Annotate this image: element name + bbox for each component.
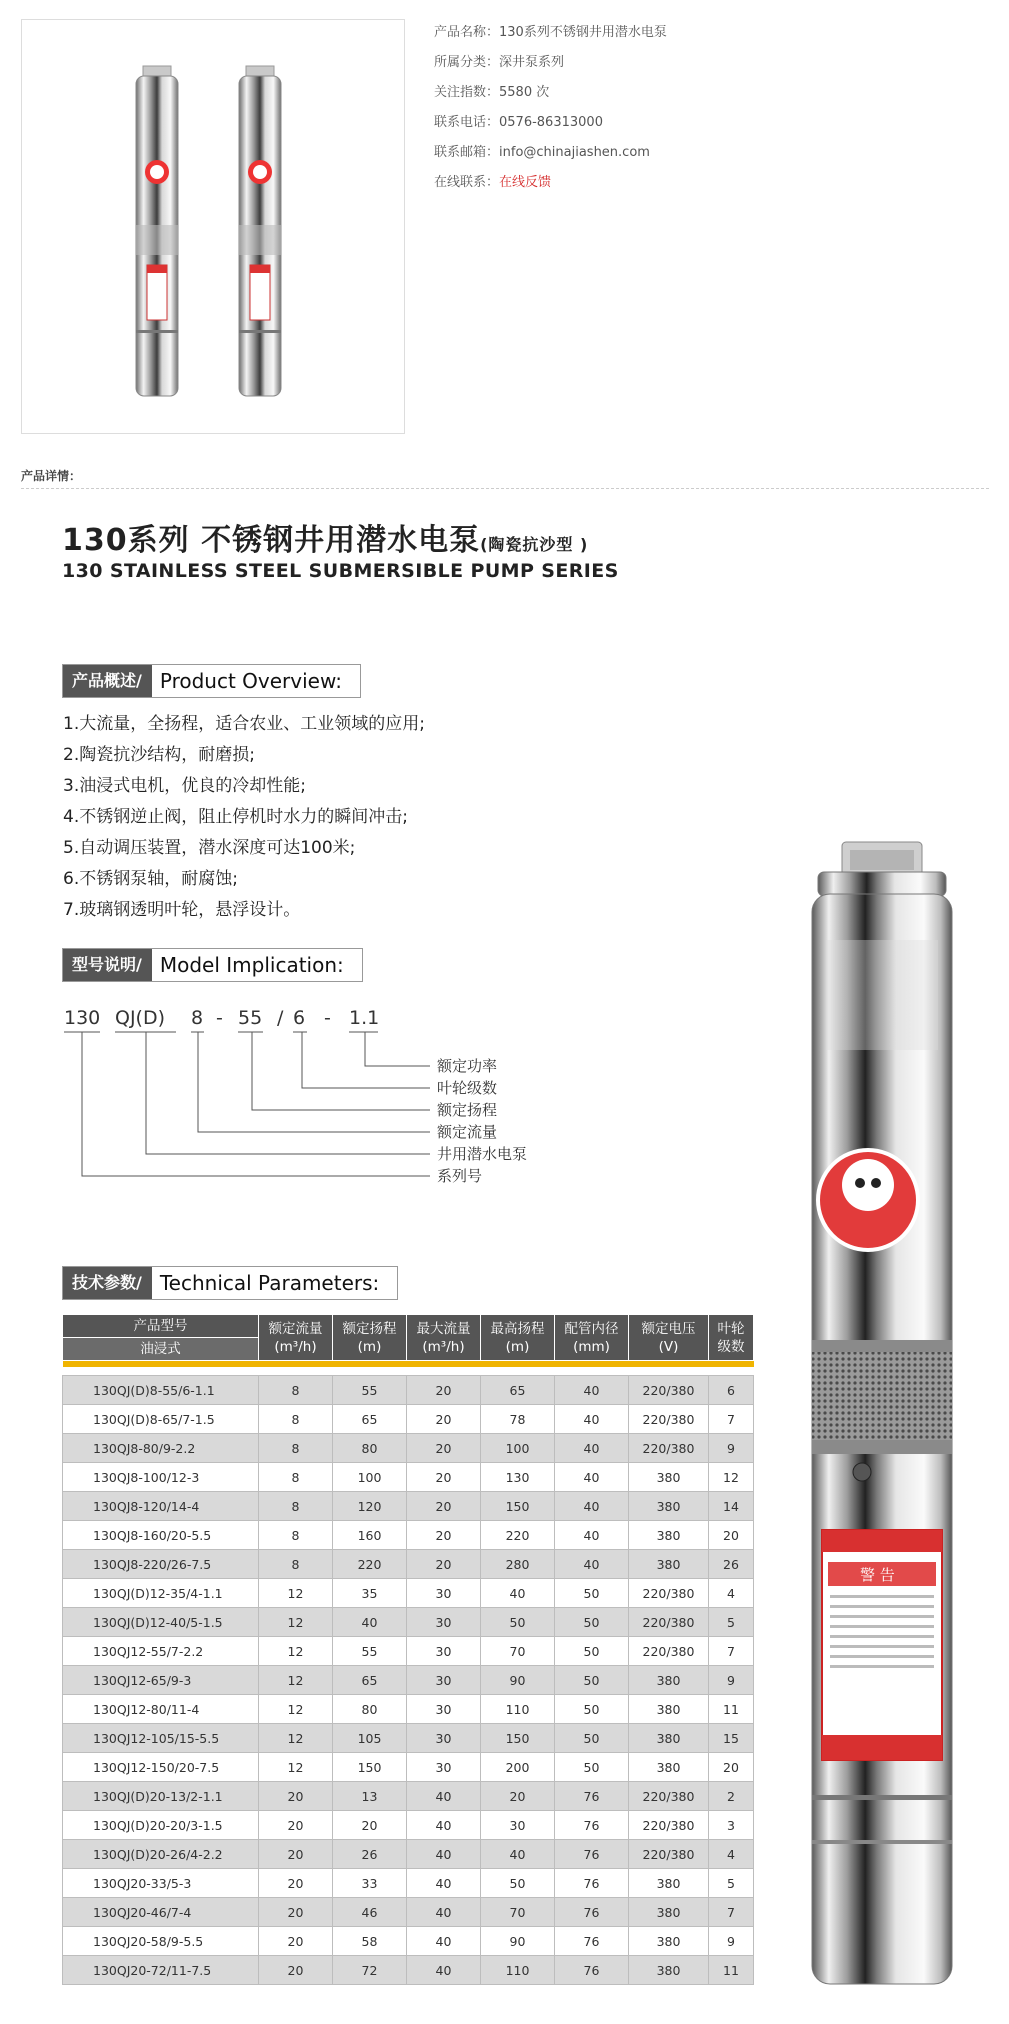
table-cell: 30 — [407, 1666, 481, 1695]
table-cell: 9 — [709, 1666, 754, 1695]
code-series: 130 — [64, 1007, 101, 1029]
table-cell: 40 — [555, 1405, 629, 1434]
table-cell: 6 — [709, 1376, 754, 1405]
table-cell: 380 — [629, 1463, 709, 1492]
product-phone-row: 联系电话：0576-86313000 — [434, 115, 603, 130]
table-row — [63, 1579, 754, 1608]
table-cell: 100 — [333, 1463, 407, 1492]
table-cell: 12 — [259, 1695, 333, 1724]
product-thumbnail[interactable] — [21, 19, 405, 434]
table-cell: 130QJ12-150/20-7.5 — [63, 1753, 259, 1782]
table-cell: 220/380 — [629, 1434, 709, 1463]
table-cell: 20 — [333, 1811, 407, 1840]
table-cell: 130QJ8-120/14-4 — [63, 1492, 259, 1521]
pump-thumbnail-image — [22, 20, 406, 435]
table-row — [63, 1869, 754, 1898]
list-item: 1.大流量，全扬程，适合农业、工业领域的应用; — [63, 714, 425, 734]
table-cell: 380 — [629, 1753, 709, 1782]
table-cell: 12 — [709, 1463, 754, 1492]
table-cell: 380 — [629, 1927, 709, 1956]
table-cell: 130QJ8-160/20-5.5 — [63, 1521, 259, 1550]
legend-type: 井用潜水电泵 — [437, 1145, 528, 1163]
table-cell: 220 — [481, 1521, 555, 1550]
table-cell: 14 — [709, 1492, 754, 1521]
list-item: 4.不锈钢逆止阀，阻止停机时水力的瞬间冲击; — [63, 807, 408, 827]
code-head: 55 — [238, 1007, 263, 1029]
table-cell: 30 — [407, 1753, 481, 1782]
table-cell: 220/380 — [629, 1637, 709, 1666]
table-cell: 8 — [259, 1463, 333, 1492]
table-cell: 130QJ8-220/26-7.5 — [63, 1550, 259, 1579]
table-cell: 76 — [555, 1840, 629, 1869]
table-cell: 40 — [407, 1869, 481, 1898]
table-cell: 20 — [481, 1782, 555, 1811]
warning-label: 警 告 — [860, 1566, 895, 1584]
table-cell: 380 — [629, 1898, 709, 1927]
table-cell: 220/380 — [629, 1608, 709, 1637]
table-cell: 76 — [555, 1811, 629, 1840]
table-cell: 20 — [407, 1463, 481, 1492]
model-heading: 型号说明/ Model Implication: — [62, 948, 363, 982]
table-cell: 220/380 — [629, 1376, 709, 1405]
table-cell: 380 — [629, 1724, 709, 1753]
col-head: 额定扬程 (m) — [333, 1315, 407, 1361]
table-cell: 130 — [481, 1463, 555, 1492]
table-cell: 50 — [555, 1579, 629, 1608]
page-title-cn: 130系列 不锈钢井用潜水电泵(陶瓷抗沙型 ) — [62, 523, 589, 558]
table-cell: 40 — [481, 1579, 555, 1608]
table-cell: 220/380 — [629, 1405, 709, 1434]
table-cell: 130QJ(D)20-20/3-1.5 — [63, 1811, 259, 1840]
table-cell: 130QJ8-80/9-2.2 — [63, 1434, 259, 1463]
table-cell: 130QJ20-58/9-5.5 — [63, 1927, 259, 1956]
product-name-row: 产品名称：130系列不锈钢井用潜水电泵 — [434, 25, 667, 40]
table-row — [63, 1550, 754, 1579]
table-cell: 20 — [259, 1898, 333, 1927]
table-cell: 380 — [629, 1869, 709, 1898]
overview-heading: 产品概述/ Product Overview: — [62, 664, 361, 698]
table-row — [63, 1927, 754, 1956]
table-cell: 20 — [259, 1840, 333, 1869]
table-cell: 7 — [709, 1405, 754, 1434]
col-pipe: 配管内径 (mm) — [555, 1315, 629, 1361]
table-cell: 110 — [481, 1956, 555, 1985]
table-cell: 220 — [333, 1550, 407, 1579]
table-cell: 220/380 — [629, 1811, 709, 1840]
pump-right-small — [239, 66, 281, 396]
col-max-head: 最高扬程 (m) — [481, 1315, 555, 1361]
page-title-en: 130 STAINLESS STEEL SUBMERSIBLE PUMP SERIES — [62, 560, 619, 582]
legend-head: 额定扬程 — [437, 1101, 498, 1119]
table-cell: 130QJ12-105/15-5.5 — [63, 1724, 259, 1753]
table-cell: 70 — [481, 1898, 555, 1927]
table-cell: 120 — [333, 1492, 407, 1521]
table-cell: 12 — [259, 1637, 333, 1666]
table-cell: 40 — [407, 1782, 481, 1811]
product-views-row: 关注指数：5580 次 — [434, 85, 550, 100]
table-cell: 11 — [709, 1956, 754, 1985]
table-cell: 160 — [333, 1521, 407, 1550]
table-cell: 76 — [555, 1956, 629, 1985]
product-detail-label: 产品详情： — [21, 469, 82, 483]
code-slash: / — [277, 1007, 284, 1029]
table-row — [63, 1492, 754, 1521]
table-cell: 220/380 — [629, 1579, 709, 1608]
col-max-flow: 最大流量 (m³/h) — [407, 1315, 481, 1361]
table-cell: 80 — [333, 1434, 407, 1463]
table-cell: 40 — [555, 1521, 629, 1550]
table-cell: 130QJ(D)20-13/2-1.1 — [63, 1782, 259, 1811]
table-cell: 130QJ12-80/11-4 — [63, 1695, 259, 1724]
table-cell: 65 — [333, 1666, 407, 1695]
code-power: 1.1 — [349, 1007, 380, 1029]
table-cell: 40 — [555, 1376, 629, 1405]
legend-stages: 叶轮级数 — [437, 1079, 498, 1097]
table-cell: 105 — [333, 1724, 407, 1753]
table-cell: 26 — [709, 1550, 754, 1579]
table-cell: 40 — [481, 1840, 555, 1869]
category-link[interactable]: 深井泵系列 — [499, 55, 565, 70]
table-cell: 55 — [333, 1376, 407, 1405]
table-cell: 9 — [709, 1434, 754, 1463]
table-cell: 50 — [555, 1666, 629, 1695]
code-dash: - — [216, 1007, 223, 1029]
table-cell: 50 — [555, 1724, 629, 1753]
table-cell: 12 — [259, 1724, 333, 1753]
table-cell: 35 — [333, 1579, 407, 1608]
table-row — [63, 1608, 754, 1637]
table-cell: 20 — [407, 1434, 481, 1463]
table-cell: 30 — [407, 1608, 481, 1637]
table-cell: 20 — [709, 1521, 754, 1550]
table-cell: 40 — [555, 1492, 629, 1521]
table-row — [63, 1463, 754, 1492]
col-flow: 额定流量 (m³/h) — [259, 1315, 333, 1361]
email-link[interactable]: info@chinajiashen.com — [499, 145, 650, 160]
table-cell: 130QJ20-72/11-7.5 — [63, 1956, 259, 1985]
table-cell: 80 — [333, 1695, 407, 1724]
table-cell: 130QJ(D)12-40/5-1.5 — [63, 1608, 259, 1637]
table-cell: 76 — [555, 1927, 629, 1956]
product-contact-row: 在线联系：在线反馈 — [434, 175, 552, 190]
table-cell: 12 — [259, 1608, 333, 1637]
table-cell: 220/380 — [629, 1782, 709, 1811]
table-cell: 20 — [407, 1492, 481, 1521]
list-item: 5.自动调压装置，潜水深度可达100米; — [63, 838, 356, 858]
table-row — [63, 1811, 754, 1840]
table-cell: 380 — [629, 1695, 709, 1724]
table-cell: 380 — [629, 1956, 709, 1985]
table-cell: 150 — [481, 1492, 555, 1521]
table-cell: 90 — [481, 1666, 555, 1695]
table-cell: 110 — [481, 1695, 555, 1724]
table-cell: 40 — [407, 1956, 481, 1985]
table-cell: 7 — [709, 1898, 754, 1927]
pump-product-image — [798, 840, 968, 1990]
table-cell: 100 — [481, 1434, 555, 1463]
table-row — [63, 1840, 754, 1869]
table-cell: 130QJ(D)12-35/4-1.1 — [63, 1579, 259, 1608]
code-stages: 6 — [293, 1007, 306, 1029]
table-cell: 20 — [709, 1753, 754, 1782]
table-cell: 5 — [709, 1608, 754, 1637]
table-cell: 33 — [333, 1869, 407, 1898]
legend-flow: 额定流量 — [437, 1123, 498, 1141]
table-cell: 13 — [333, 1782, 407, 1811]
tech-table — [62, 1314, 754, 1985]
table-cell: 11 — [709, 1695, 754, 1724]
table-cell: 130QJ(D)20-26/4-2.2 — [63, 1840, 259, 1869]
table-cell: 7 — [709, 1637, 754, 1666]
table-cell: 70 — [481, 1637, 555, 1666]
table-cell: 30 — [481, 1811, 555, 1840]
table-cell: 46 — [333, 1898, 407, 1927]
table-cell: 40 — [555, 1463, 629, 1492]
list-item: 6.不锈钢泵轴，耐腐蚀; — [63, 869, 238, 889]
table-cell: 130QJ12-65/9-3 — [63, 1666, 259, 1695]
table-cell: 20 — [407, 1405, 481, 1434]
table-cell: 40 — [407, 1840, 481, 1869]
table-cell: 380 — [629, 1521, 709, 1550]
table-cell: 65 — [333, 1405, 407, 1434]
table-row — [63, 1637, 754, 1666]
table-cell: 4 — [709, 1840, 754, 1869]
table-cell: 50 — [555, 1637, 629, 1666]
list-item: 7.玻璃钢透明叶轮，悬浮设计。 — [63, 900, 301, 920]
table-cell: 130QJ(D)8-55/6-1.1 — [63, 1376, 259, 1405]
legend-power: 额定功率 — [437, 1057, 498, 1075]
col-voltage: 额定电压 (V) — [629, 1315, 709, 1361]
table-cell: 50 — [555, 1695, 629, 1724]
table-cell: 20 — [259, 1927, 333, 1956]
table-cell: 130QJ20-46/7-4 — [63, 1898, 259, 1927]
col-model: 产品型号 — [63, 1315, 259, 1338]
table-cell: 4 — [709, 1579, 754, 1608]
table-cell: 40 — [407, 1898, 481, 1927]
table-cell: 220/380 — [629, 1840, 709, 1869]
table-cell: 50 — [481, 1869, 555, 1898]
table-cell: 76 — [555, 1898, 629, 1927]
code-type: QJ(D) — [115, 1007, 166, 1029]
table-cell: 12 — [259, 1753, 333, 1782]
table-cell: 50 — [481, 1608, 555, 1637]
table-cell: 76 — [555, 1782, 629, 1811]
table-cell: 30 — [407, 1637, 481, 1666]
table-row — [63, 1782, 754, 1811]
table-cell: 50 — [555, 1608, 629, 1637]
table-row — [63, 1898, 754, 1927]
table-cell: 8 — [259, 1434, 333, 1463]
table-cell: 9 — [709, 1927, 754, 1956]
table-cell: 20 — [407, 1376, 481, 1405]
table-cell: 2 — [709, 1782, 754, 1811]
pump-left-small — [136, 66, 178, 396]
table-row — [63, 1666, 754, 1695]
legend-series: 系列号 — [437, 1167, 483, 1185]
table-cell: 150 — [481, 1724, 555, 1753]
table-row — [63, 1695, 754, 1724]
table-cell: 26 — [333, 1840, 407, 1869]
table-cell: 20 — [259, 1811, 333, 1840]
table-cell: 20 — [407, 1521, 481, 1550]
table-cell: 78 — [481, 1405, 555, 1434]
table-cell: 40 — [555, 1550, 629, 1579]
table-cell: 55 — [333, 1637, 407, 1666]
table-cell: 200 — [481, 1753, 555, 1782]
model-diagram — [60, 1000, 580, 1200]
table-cell: 8 — [259, 1405, 333, 1434]
table-row — [63, 1434, 754, 1463]
table-cell: 8 — [259, 1492, 333, 1521]
table-cell: 8 — [259, 1376, 333, 1405]
table-row — [63, 1753, 754, 1782]
table-cell: 130QJ12-55/7-2.2 — [63, 1637, 259, 1666]
table-cell: 40 — [407, 1927, 481, 1956]
table-cell: 50 — [555, 1753, 629, 1782]
table-cell: 40 — [555, 1434, 629, 1463]
table-row — [63, 1521, 754, 1550]
table-cell: 12 — [259, 1579, 333, 1608]
table-cell: 40 — [333, 1608, 407, 1637]
tech-heading: 技术参数/ Technical Parameters: — [62, 1266, 398, 1300]
table-row — [63, 1376, 754, 1405]
code-dash-2: - — [324, 1007, 331, 1029]
table-cell: 5 — [709, 1869, 754, 1898]
table-cell: 380 — [629, 1550, 709, 1579]
table-cell: 3 — [709, 1811, 754, 1840]
table-cell: 30 — [407, 1724, 481, 1753]
list-item: 3.油浸式电机，优良的冷却性能; — [63, 776, 306, 796]
table-cell: 30 — [407, 1579, 481, 1608]
table-cell: 130QJ8-100/12-3 — [63, 1463, 259, 1492]
divider — [21, 488, 989, 489]
table-cell: 58 — [333, 1927, 407, 1956]
overview-list — [63, 712, 425, 929]
table-row — [63, 1956, 754, 1985]
table-row — [63, 1405, 754, 1434]
table-cell: 20 — [259, 1782, 333, 1811]
col-stages: 叶轮 级数 — [709, 1315, 754, 1361]
table-cell: 76 — [555, 1869, 629, 1898]
table-cell: 12 — [259, 1666, 333, 1695]
code-flow: 8 — [191, 1007, 204, 1029]
table-cell: 20 — [259, 1869, 333, 1898]
col-model-sub: 油浸式 — [63, 1338, 259, 1361]
table-cell: 380 — [629, 1666, 709, 1695]
list-item: 2.陶瓷抗沙结构，耐磨损; — [63, 745, 255, 765]
table-cell: 15 — [709, 1724, 754, 1753]
table-cell: 20 — [407, 1550, 481, 1579]
product-category-row: 所属分类：深井泵系列 — [434, 55, 565, 70]
table-cell: 130QJ20-33/5-3 — [63, 1869, 259, 1898]
table-cell: 150 — [333, 1753, 407, 1782]
table-cell: 40 — [407, 1811, 481, 1840]
table-cell: 280 — [481, 1550, 555, 1579]
table-cell: 72 — [333, 1956, 407, 1985]
product-info — [434, 22, 667, 202]
table-cell: 8 — [259, 1521, 333, 1550]
table-cell: 130QJ(D)8-65/7-1.5 — [63, 1405, 259, 1434]
table-cell: 30 — [407, 1695, 481, 1724]
table-cell: 65 — [481, 1376, 555, 1405]
table-row — [63, 1724, 754, 1753]
table-cell: 8 — [259, 1550, 333, 1579]
product-email-row: 联系邮箱：info@chinajiashen.com — [434, 145, 650, 160]
table-cell: 90 — [481, 1927, 555, 1956]
table-cell: 20 — [259, 1956, 333, 1985]
feedback-link[interactable]: 在线反馈 — [499, 175, 552, 190]
table-cell: 380 — [629, 1492, 709, 1521]
